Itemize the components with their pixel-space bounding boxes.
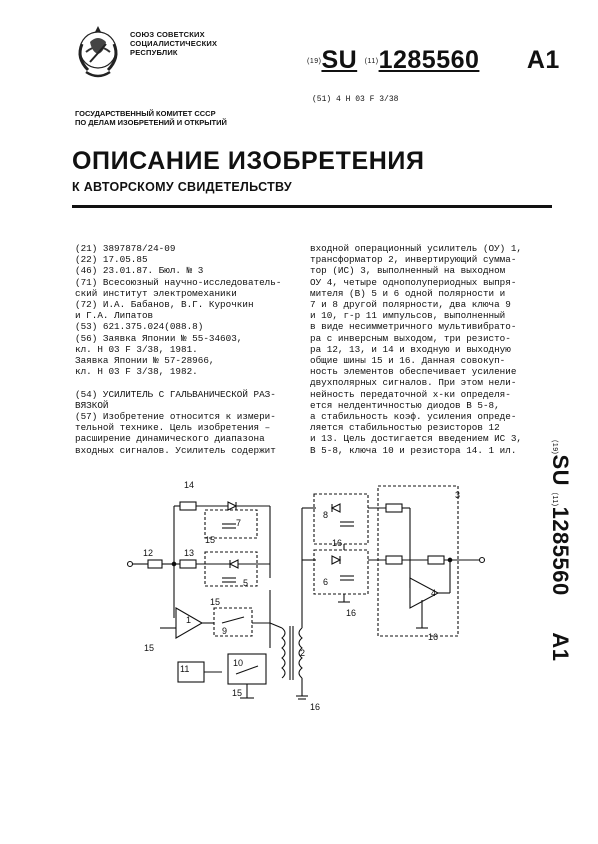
biblio-line: кл. Н 03 F 3/38, 1982. bbox=[75, 366, 198, 378]
biblio-line: (57) Изобретение относится к измери- bbox=[75, 411, 276, 423]
key-9 bbox=[214, 608, 252, 636]
summator-3 bbox=[378, 486, 461, 636]
abstract-line: и 13. Цель достигается введением ИС 3, bbox=[310, 433, 523, 445]
ussr-emblem bbox=[72, 22, 124, 82]
biblio-line: ский институт электромеханики bbox=[75, 287, 237, 299]
label-4: 4 bbox=[431, 588, 437, 598]
abstract-line: ется нелдентичностью диодов В 5-8, bbox=[310, 399, 500, 411]
biblio-line: тельной технике. Цель изобретения – bbox=[75, 422, 271, 434]
vertical-publication-number: (19)SU (11)1285560 A1 bbox=[548, 440, 573, 662]
abstract-line: и 10, г-р 11 импульсов, выполненный bbox=[310, 310, 506, 322]
abstract-line: общие шины 15 и 16. Данная совокуп- bbox=[310, 355, 506, 367]
bibliographic-data bbox=[75, 243, 295, 456]
label-6: 6 bbox=[323, 577, 329, 587]
abstract-line: ность элементов обеспечивает усиление bbox=[310, 366, 517, 378]
label-3: 3 bbox=[455, 490, 461, 500]
rectifier-6 bbox=[314, 550, 368, 594]
abstract-line: двухполярных сигналов. При этом нели- bbox=[310, 377, 517, 389]
abstract-line: трансформатор 2, инвертирующий сумма- bbox=[310, 254, 517, 266]
label-2: 2 bbox=[300, 648, 306, 658]
label-12: 12 bbox=[143, 548, 154, 558]
abstract-line: в виде несимметричного мультивибрато- bbox=[310, 321, 517, 333]
label-15b: 15 bbox=[210, 597, 221, 607]
emblem-icon bbox=[72, 22, 124, 82]
committee-name: ГОСУДАРСТВЕННЫЙ КОМИТЕТ СССР ПО ДЕЛАМ ИЗОБРЕТЕНИЙ И ОТКРЫТИЙ bbox=[75, 109, 227, 127]
label-15c: 15 bbox=[144, 643, 155, 653]
label-10: 10 bbox=[233, 658, 244, 668]
abstract-line: ляется стабильностью резисторов 12 bbox=[310, 422, 500, 434]
label-16a: 16 bbox=[310, 702, 321, 712]
label-16b: 16 bbox=[332, 538, 343, 548]
abstract-line: 7 и 8 другой полярности, два ключа 9 bbox=[310, 299, 511, 311]
biblio-line: расширение динамического диапазона bbox=[75, 433, 265, 445]
label-16d: 16 bbox=[428, 632, 439, 642]
label-13: 13 bbox=[184, 548, 195, 558]
abstract-line: входной операционный усилитель (ОУ) 1, bbox=[310, 243, 523, 254]
abstract-text bbox=[310, 243, 535, 456]
label-1: 1 bbox=[186, 615, 192, 625]
abstract-line: В 5-8, ключа 10 и резистора 14. 1 ил. bbox=[310, 444, 517, 456]
abstract-line: ра 12, 13, и 14 и входную и выходную bbox=[310, 343, 511, 355]
circuit-diagram bbox=[110, 478, 490, 728]
rectifier-5 bbox=[205, 552, 257, 586]
biblio-line: (54) УСИЛИТЕЛЬ С ГАЛЬВАНИЧЕСКОЙ РАЗ- bbox=[75, 388, 276, 400]
biblio-line: и Г.А. Липатов bbox=[75, 310, 154, 322]
label-9: 9 bbox=[222, 626, 228, 636]
label-14: 14 bbox=[184, 480, 195, 490]
biblio-line: (71) Всесоюзный научно-исследователь- bbox=[75, 276, 282, 288]
biblio-line: кл. Н 03 F 3/38, 1981. bbox=[75, 343, 198, 355]
label-15d: 15 bbox=[232, 688, 243, 698]
biblio-line: входных сигналов. Усилитель содержит bbox=[75, 444, 276, 456]
abstract-line: мителя (В) 5 и 6 одной полярности и bbox=[310, 287, 506, 299]
biblio-line: ВЯЗКОЙ bbox=[75, 399, 109, 411]
issuer-name: СОЮЗ СОВЕТСКИХ СОЦИАЛИСТИЧЕСКИХ РЕСПУБЛИК bbox=[130, 30, 218, 57]
publication-number: (19)SU (11)1285560 A1 bbox=[307, 46, 560, 74]
label-15a: 15 bbox=[205, 535, 216, 545]
biblio-line: (72) И.А. Бабанов, В.Г. Курочкин bbox=[75, 299, 254, 311]
abstract-line: тор (ИС) 3, выполненный на выходном bbox=[310, 265, 506, 277]
abstract-line: ра с инверсным выходом, три резисто- bbox=[310, 332, 511, 344]
biblio-line: (56) Заявка Японии № 55-34603, bbox=[75, 332, 243, 344]
abstract-line: ОУ 4, четыре однополупериодных выпря- bbox=[310, 276, 517, 288]
title-rule bbox=[72, 205, 552, 208]
document-subtitle: К АВТОРСКОМУ СВИДЕТЕЛЬСТВУ bbox=[72, 180, 292, 194]
resistor-13 bbox=[180, 560, 196, 568]
abstract-line: а стабильность коэф. усиления опреде- bbox=[310, 411, 517, 423]
biblio-line: (21) 3897878/24-09 bbox=[75, 243, 176, 254]
label-8: 8 bbox=[323, 510, 329, 520]
label-16c: 16 bbox=[346, 608, 357, 618]
resistor-12 bbox=[148, 560, 162, 568]
label-5: 5 bbox=[243, 578, 249, 588]
biblio-line: Заявка Японии № 57-28966, bbox=[75, 355, 215, 367]
ipc-class: (51) 4 H 03 F 3/38 bbox=[312, 95, 399, 104]
biblio-line: (53) 621.375.024(088.8) bbox=[75, 321, 204, 333]
label-11: 11 bbox=[180, 664, 190, 674]
biblio-line: (46) 23.01.87. Бюл. № 3 bbox=[75, 265, 204, 277]
document-title: ОПИСАНИЕ ИЗОБРЕТЕНИЯ bbox=[72, 147, 425, 175]
label-7: 7 bbox=[236, 518, 242, 528]
resistor-14 bbox=[180, 502, 196, 510]
biblio-line bbox=[75, 377, 295, 388]
biblio-line: (22) 17.05.85 bbox=[75, 254, 148, 266]
abstract-line: нейность передаточной х-ки определя- bbox=[310, 388, 511, 400]
